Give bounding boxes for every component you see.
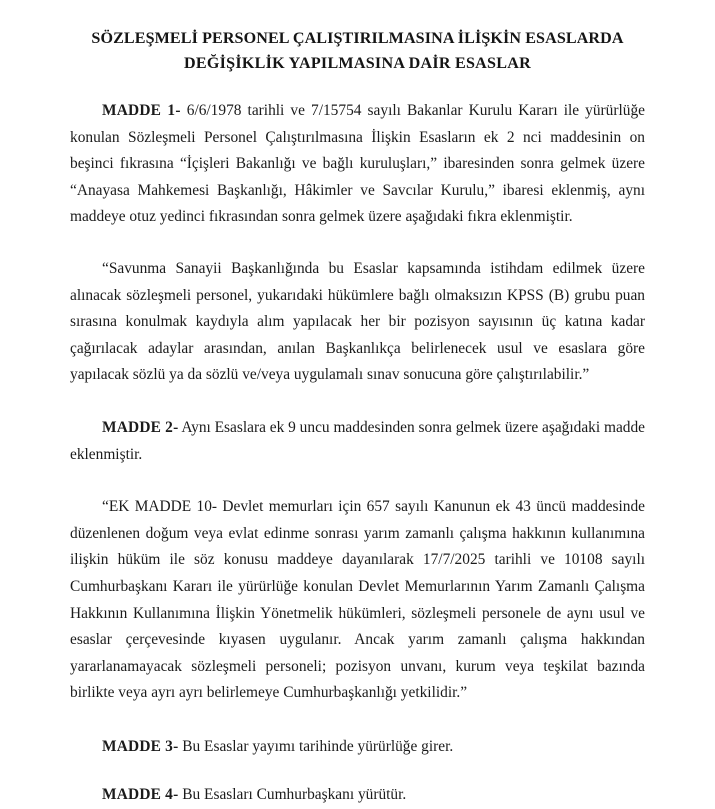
article-label-madde-3: MADDE 3- xyxy=(102,737,179,755)
article-label-madde-2: MADDE 2- xyxy=(102,418,179,436)
page-title xyxy=(70,26,645,76)
page-title-line-1: SÖZLEŞMELİ PERSONEL ÇALIŞTIRILMASINA İLİŞKİN ESASLARDA xyxy=(91,30,624,47)
document-body xyxy=(70,98,645,809)
article-madde-1 xyxy=(70,98,645,231)
article-madde-4 xyxy=(70,782,645,809)
quoted-paragraph-ek-madde-10-text: “EK MADDE 10- Devlet memurları için 657 sayılı Kanunun ek 43 üncü maddesinde düzenlenen doğum veya evlat edinme sonrası yarım zamanlı çalışma hakkının kullanımına ilişkin hüküm ile söz konusu maddeye dayanılarak 17/7/2025 tarihli ve 10108 sayılı Cumhurbaşkanı Kararı ile yürürlüğe konulan Devlet Memurlarının Yarım Zamanlı Çalışma Hakkının Kullanımına İlişkin Yönetmelik hükümleri, sözleşmeli personele de aynı usul ve esaslar çerçevesinde kıyasen uygulanır. Ancak yarım zamanlı çalışma hakkından yararlanamayacak sözleşmeli personeli; pozisyon unvanı, kurum veya teşkilat bazında birlikte veya ayrı ayrı belirlemeye Cumhurbaşkanlığı yetkilidir.” xyxy=(70,498,645,702)
quoted-paragraph-savunma-sanayii xyxy=(70,256,645,389)
quoted-paragraph-savunma-sanayii-text: “Savunma Sanayii Başkanlığında bu Esaslar kapsamında istihdam edilmek üzere alınacak sözleşmeli personel, yukarıdaki hükümlere bağlı olmaksızın KPSS (B) grubu puan sırasına konulmak kaydıyla alım yapılacak her bir pozisyon sayısının üç katına kadar çağırılacak adaylar arasından, anılan Başkanlıkça belirlenecek usul ve esaslara göre yapılacak sözlü ya da sözlü ve/veya uygulamalı sınav sonucuna göre çalıştırılabilir.” xyxy=(70,259,645,384)
article-text-madde-2: Aynı Esaslara ek 9 uncu maddesinden sonra gelmek üzere aşağıdaki madde eklenmiştir. xyxy=(70,418,646,463)
article-madde-3 xyxy=(70,734,645,761)
page-title-line-2: DEĞİŞİKLİK YAPILMASINA DAİR ESASLAR xyxy=(184,55,531,72)
article-label-madde-1: MADDE 1- xyxy=(102,102,181,119)
article-text-madde-4: Bu Esasları Cumhurbaşkanı yürütür. xyxy=(178,786,407,804)
article-text-madde-1: 6/6/1978 tarihli ve 7/15754 sayılı Bakanlar Kurulu Kararı ile yürürlüğe konulan Sözleşmeli Personel Çalıştırılmasına İlişkin Esasların ek 2 nci maddesinin on beşinci fıkrasına “İçişleri Bakanlığı ve bağlı kuruluşları,” ibaresinden sonra gelmek üzere “Anayasa Mahkemesi Başkanlığı, Hâkimler ve Savcılar Kurulu,” ibaresi eklenmiş, aynı maddeye otuz yedinci fıkrasından sonra gelmek üzere aşağıdaki fıkra eklenmiştir. xyxy=(70,102,646,226)
article-madde-2 xyxy=(70,415,645,468)
article-label-madde-4: MADDE 4- xyxy=(102,786,179,804)
article-text-madde-3: Bu Esaslar yayımı tarihinde yürürlüğe girer. xyxy=(178,737,454,755)
quoted-paragraph-ek-madde-10 xyxy=(70,494,645,707)
